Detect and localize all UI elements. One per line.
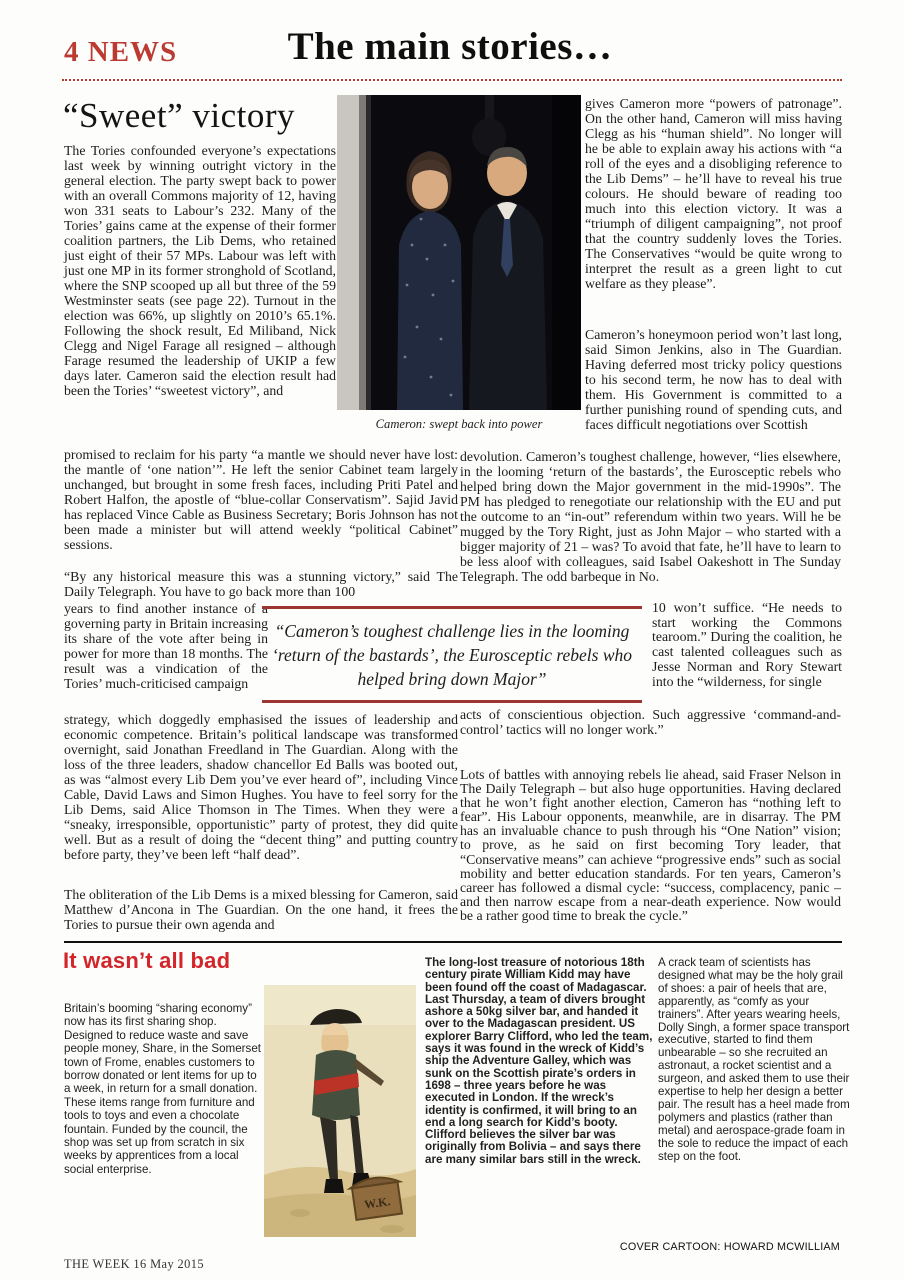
pull-quote: “Cameron’s toughest challenge lies in the looming ‘return of the bastards’, the Eurosceptic rebels who helped bring down Major” [262,606,642,703]
cover-cartoon-credit: COVER CARTOON: HOWARD MCWILLIAM [619,1241,840,1253]
bottom-paragraph-kidd-treasure: The long-lost treasure of notorious 18th century pirate William Kidd may have been found off the coast of Madagascar. Last Thursday, a team of divers brought ashore a 50kg silver bar, and handed it over to the Madagascan president. US explorer Barry Clifford, who led the team, says it was found in the wreck of Kidd’s ship the Adventure Galley, which was sunk on the Scottish pirate’s orders in 1698 – three years before he was executed in London. If the wreck’s identity is confirmed, it will bring to an end a long search for Kidd’s booty. Clifford believes the silver bar was originally from Bolivia – and says there are many similar bars still in the wreck. [425,956,653,1166]
page-number: 4 [64,36,80,68]
article-paragraph-right-6: Lots of battles with annoying rebels lie ahead, said Fraser Nelson in The Daily Telegraph – but also huge opportunities. Having declared that he won’t fight another election, Cameron has “nothing left to fear”. His Labour opponents, meanwhile, are in disarray. The PM has an invaluable chance to push through his “One Nation” vision; to prove, as he said on first becoming Tory leader, that “Conservative means” can achieve “progressive ends” such as social mobility and better education standards. For ten years, Cameron’s career has followed a dismal cycle: “success, complacency, panic – and then narrow escape from a near-death experience. Now would be a rather good time to break the cycle.” [460,767,841,923]
bottom-paragraph-sharing-shop: Britain’s booming “sharing economy” now has its first sharing shop. Designed to reduce waste and save people money, Share, in the Somerset town of Frome, enables customers to borrow donated or lent items for up to a week, in return for a small donation. These items range from furniture and tools to toys and even a chocolate fountain. Funded by the council, the shop was set up from scratch in six weeks by apprentices from a local social enterprise. [64,1002,261,1176]
page-number-section [64,36,177,69]
article-title: “Sweet” victory [63,96,295,135]
article-paragraph-left-5: strategy, which doggedly emphasised the issues of leadership and economic competence. Britain’s political landscape was transformed overnight, said Jonathan Freedland in The Guardian. Along with the loss of the three leaders, shadow chancellor Ed Balls was booted out, as was “almost every Lib Dem you’ve ever heard of”, including Vince Cable, David Laws and Simon Hughes. You have to feel sorry for the Lib Dems, said Alice Thomson in The Times. When they were a “sneaky, irresponsible, opportunistic” party of protest, they did quite well. But as a result of doing the “decent thing” and putting country before party, they’ve been left “half dead”. [64,712,458,862]
article-paragraph-left-2: promised to reclaim for his party “a mantle we should never have lost: the mantle of ‘one nation’”. He left the senior Cabinet team largely unchanged, but brought in some fresh faces, including Priti Patel and Robert Halfon, the apostle of “blue-collar Conservatism”. Sajid Javid has replaced Vince Cable as Business Secretary; Boris Johnson has not been made a minister but will attend weekly “political Cabinet” sessions. [64,447,458,552]
article-photo-cameron-couple [337,95,581,410]
bottom-section-heading: It wasn’t all bad [63,948,231,973]
article-paragraph-right-3: devolution. Cameron’s toughest challenge, however, “lies elsewhere, in the looming ‘return of the bastards’, the Eurosceptic rebels who helped bring down the Major government in the mid-1990s”. The PM has pledged to renegotiate our relationship with the EU and put the outcome to an “in-out” referendum within two years. Will he be mugged by the Tory Right, just as John Major – who started with a bigger majority of 21 – was? To avoid that fate, he’ll have to learn to be less aloof with colleagues, said Isabel Oakeshott in The Sunday Telegraph. The odd barbeque in No. [460,449,841,584]
bottom-section-divider [64,941,842,943]
photo-illustration [337,95,581,410]
article-paragraph-right-4: 10 won’t suffice. “He needs to start working the Commons tearoom.” During the coalition, he cast talented colleagues such as Jesse Norman and Rory Stewart into the “wilderness, for single [652,600,842,689]
article-paragraph-right-5: acts of conscientious objection. Such aggressive ‘command-and-control’ tactics will no longer work.” [460,707,841,737]
article-paragraph-left-4: years to find another instance of a governing party in Britain increasing its share of the vote after being in power for more than 18 months. The result was a vindication of the Tories’ much-criticised campaign [64,601,268,691]
article-paragraph-right-2: Cameron’s honeymoon period won’t last long, said Simon Jenkins, also in The Guardian. Having deferred most tricky policy questions to his second term, he now has to deal with them. His Government is committed to a further punishing round of spending cuts, and faces difficult negotiations over Scottish [585,327,842,432]
article-paragraph-left-3: “By any historical measure this was a stunning victory,” said The Daily Telegraph. You have to go back more than 100 [64,569,458,599]
svg-text:W.K.: W.K. [363,1194,392,1212]
pirate-cartoon-illustration [264,985,416,1237]
pirate-cartoon [264,985,416,1237]
page-title: The main stories… [287,25,613,68]
article-paragraph-right-1: gives Cameron more “powers of patronage”. On the other hand, Cameron will miss having Clegg as his “human shield”. No longer will he be able to explain away his actions with “a roll of the eyes and a disobliging reference to the Lib Dems” – he’ll have to reveal his true colours. He should beware of reading too much into this election victory. It was a “triumph of diligent campaigning”, not proof that the country suddenly loves the Tories. The Conservatives “would be quite wrong to interpret the result as a green light to cut welfare as they please”. [585,96,842,291]
section-label: NEWS [87,36,178,68]
article-paragraph-left-1: The Tories confounded everyone’s expectations last week by winning outright victory in the general election. The party swept back to power with an overall Commons majority of 12, having won 331 seats to Labour’s 232. Many of the Tories’ gains came at the expense of their former coalition partners, the Lib Dems, who retained just eight of their 57 MPs. Labour was left with just one MP in its former stronghold of Scotland, where the SNP scooped up all but three of the 59 Westminster seats (see page 22). Turnout in the election was 66%, up slightly on 2010’s 65.1%. Following the shock result, Ed Miliband, Nick Clegg and Nigel Farage all resigned – although Farage resumed the leadership of UKIP a few days later. Cameron said the election result had been the Tories’ “sweetest victory”, and [64,143,336,398]
bottom-paragraph-heels: A crack team of scientists has designed what may be the holy grail of shoes: a pair of heels that are, apparently, as “comfy as your trainers”. After years wearing heels, Dolly Singh, a former space transport executive, started to find them unbearable – so she recruited an astronaut, a rocket scientist and a surgeon, and asked them to use their expertise to help her design a better pair. The result has a heel made from polymers and plastics (rather than metal) and aerospace-grade foam in the sole to reduce the impact of each step on the foot. [658,956,850,1163]
article-paragraph-left-6: The obliteration of the Lib Dems is a mixed blessing for Cameron, said Matthew d’Ancona in The Guardian. On the one hand, it frees the Tories to pursue their own agenda and [64,887,458,932]
photo-caption: Cameron: swept back into power [375,417,543,431]
footer-magazine-date: THE WEEK 16 May 2015 [64,1257,204,1271]
header-dotted-divider [62,79,842,81]
